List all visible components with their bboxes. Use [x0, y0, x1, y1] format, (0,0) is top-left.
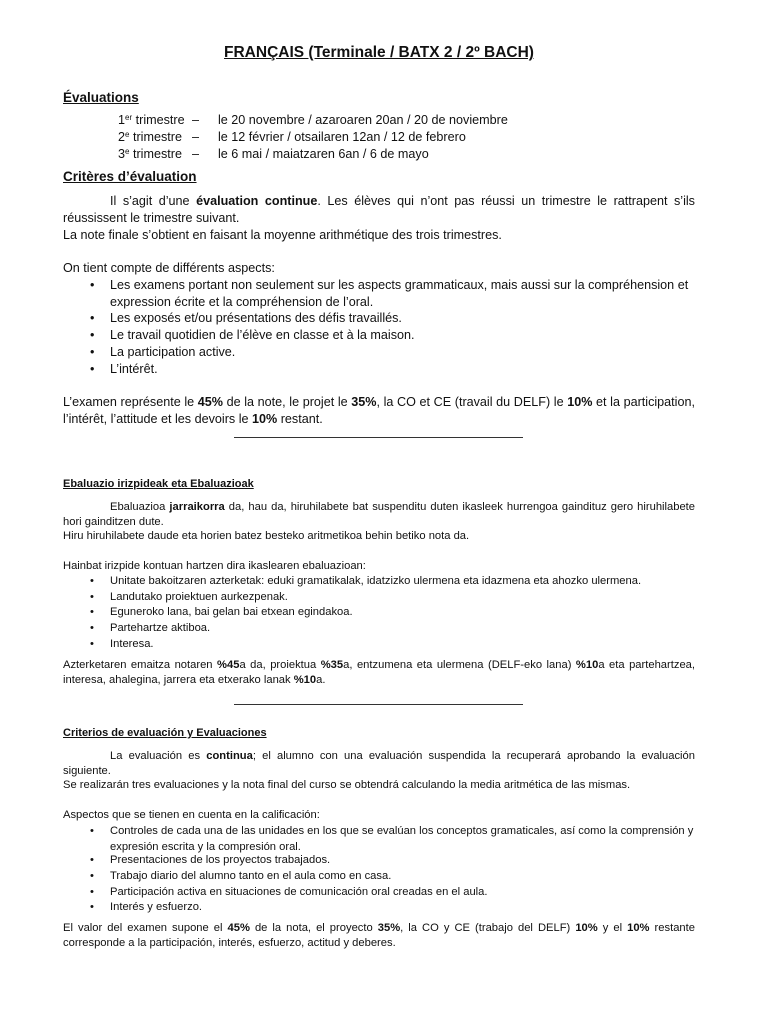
- eu-paragraph-1: Ebaluazioa jarraikorra da, hau da, hiruhilabete bat suspenditu duten ikasleek hurrengoa gaindituz gero hiruhilabete hori gainditzen dute.: [63, 501, 696, 528]
- trimester-row-3: 3e trimestre – le 6 mai / maiatzaren 6an / 6 de mayo: [118, 147, 429, 161]
- trimester-row-1: 1er trimestre – le 20 novembre / azaroaren 20an / 20 de noviembre: [118, 113, 508, 127]
- es-bullet-4: • Participación activa en situaciones de comunicación oral creadas en el aula.: [110, 885, 695, 901]
- fr-bullet-5: • L’intérêt.: [110, 361, 695, 378]
- es-bullet-1: • Controles de cada una de las unidades en los que se evalúan los conceptos gramaticales, así como la comprensión y expresión escrita y la compresión oral.: [110, 824, 695, 855]
- es-bullet-3: • Trabajo diario del alumno tanto en el aula como en casa.: [110, 869, 695, 885]
- fr-bullet-1: • Les examens portant non seulement sur les aspects grammaticaux, mais aussi sur la compréhension et expression écrite et la compréhension de l’oral.: [110, 277, 695, 311]
- fr-bullet-2: • Les exposés et/ou présentations des défis travaillés.: [110, 310, 695, 327]
- criteria-heading: Critères d’évaluation: [63, 169, 197, 184]
- es-paragraph-2: Se realizarán tres evaluaciones y la nota final del curso se obtendrá calculando la media aritmética de las mismas.: [63, 779, 631, 791]
- eu-bullet-1: • Unitate bakoitzaren azterketak: eduki gramatikalak, idatzizko ulermena eta idazmena eta ahozko ulermena.: [110, 574, 695, 590]
- es-weights-paragraph: El valor del examen supone el 45% de la nota, el proyecto 35%, la CO y CE (trabajo del DELF) 10% y el 10% restante corresponde a la participación, interés, esfuerzo, actitud y deberes.: [63, 922, 695, 949]
- trimester-row-2: 2e trimestre – le 12 février / otsailaren 12an / 12 de febrero: [118, 130, 466, 144]
- fr-bullet-3: • Le travail quotidien de l’élève en classe et à la maison.: [110, 327, 695, 344]
- eu-intro: Hainbat irizpide kontuan hartzen dira ikaslearen ebaluazioan:: [63, 560, 366, 572]
- eu-paragraph-2: Hiru hiruhilabete daude eta horien batez besteko aritmetikoa behin betiko nota da.: [63, 530, 470, 542]
- es-bullet-2: • Presentaciones de los proyectos trabajados.: [110, 853, 695, 869]
- es-intro: Aspectos que se tienen en cuenta en la calificación:: [63, 809, 320, 821]
- fr-bullet-4: • La participation active.: [110, 344, 695, 361]
- es-paragraph-1: La evaluación es continua; el alumno con una evaluación suspendida la recuperará aprobando la evaluación siguiente.: [63, 750, 695, 777]
- eu-weights-paragraph: Azterketaren emaitza notaren %45a da, proiektua %35a, entzumena eta ulermena (DELF-eko lana) %10a eta partehartzea, interesa, ahalegina, jarrera eta etxerako lanak %10a.: [63, 659, 696, 686]
- evaluations-heading: Évaluations: [63, 90, 139, 105]
- fr-weights-paragraph: L’examen représente le 45% de la note, le projet le 35%, la CO et CE (travail du DELF) le 10% et la participation, l’intérêt, l’attitude et les devoirs le 10% restant.: [63, 395, 695, 426]
- fr-paragraph-1: Il s’agit d’une évaluation continue. Les élèves qui n’ont pas réussi un trimestre le rattrapent s’ils réussissent le trimestre suivant.: [63, 194, 695, 225]
- page-title: FRANÇAIS (Terminale / BATX 2 / 2º BACH): [224, 44, 534, 61]
- es-heading: Criterios de evaluación y Evaluaciones: [63, 727, 267, 739]
- fr-aspects-intro: On tient compte de différents aspects:: [63, 261, 275, 275]
- eu-bullet-3: • Eguneroko lana, bai gelan bai etxean egindakoa.: [110, 605, 695, 621]
- fr-paragraph-2: La note finale s’obtient en faisant la moyenne arithmétique des trois trimestres.: [63, 228, 502, 242]
- eu-bullet-4: • Partehartze aktiboa.: [110, 621, 695, 637]
- eu-bullet-5: • Interesa.: [110, 637, 695, 653]
- separator-line: [234, 437, 523, 438]
- separator-line: [234, 704, 523, 705]
- eu-heading: Ebaluazio irizpideak eta Ebaluazioak: [63, 478, 254, 490]
- eu-bullet-2: • Landutako proiektuen aurkezpenak.: [110, 590, 695, 606]
- es-bullet-5: • Interés y esfuerzo.: [110, 900, 695, 916]
